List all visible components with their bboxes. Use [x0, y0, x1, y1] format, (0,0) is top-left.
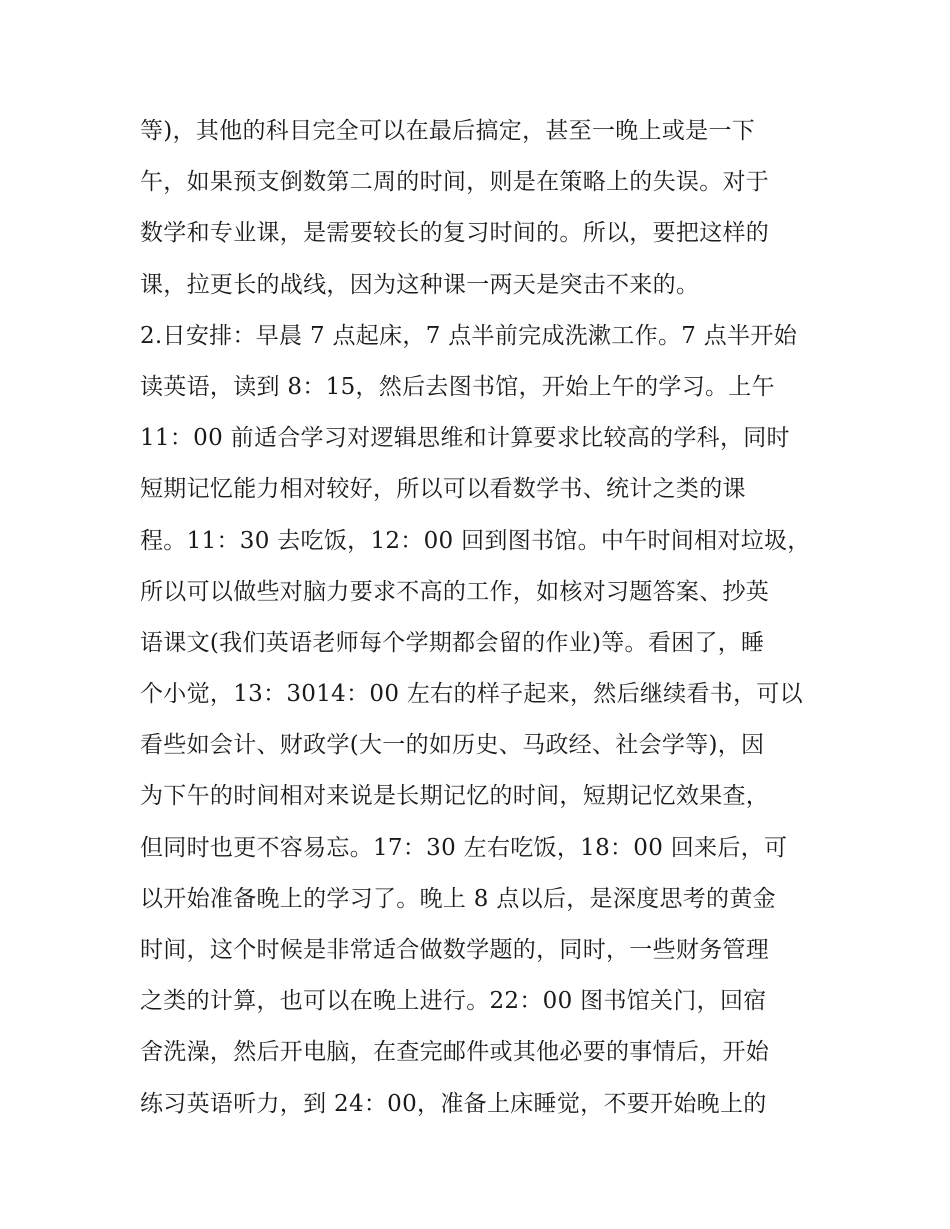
text-line-4: 课，拉更长的战线，因为这种课一两天是突击不来的。	[140, 271, 700, 298]
text-line-13: 看些如会计、财政学(大一的如历史、马政经、社会学等)，因	[140, 732, 765, 759]
text-line-10: 所以可以做些对脑力要求不高的工作，如核对习题答案、抄英	[140, 578, 770, 605]
text-line-11: 语课文(我们英语老师每个学期都会留的作业)等。看困了，睡	[140, 629, 765, 656]
text-line-20: 练习英语听力，到 24：00，准备上床睡觉，不要开始晚上的	[140, 1090, 767, 1117]
text-line-7: 11：00 前适合学习对逻辑思维和计算要求比较高的学科，同时	[140, 425, 790, 452]
text-line-18: 之类的计算，也可以在晚上进行。22：00 图书馆关门，回宿	[140, 988, 767, 1015]
text-line-5: 2.日安排：早晨 7 点起床，7 点半前完成洗漱工作。7 点半开始	[140, 322, 797, 349]
text-line-6: 读英语，读到 8：15，然后去图书馆，开始上午的学习。上午	[140, 373, 775, 400]
text-line-17: 时间，这个时候是非常适合做数学题的，同时，一些财务管理	[140, 937, 770, 963]
text-line-1: 等)，其他的科目完全可以在最后搞定，甚至一晚上或是一下	[140, 118, 756, 144]
text-line-16: 以开始准备晚上的学习了。晚上 8 点以后，是深度思考的黄金	[140, 885, 776, 912]
text-line-3: 数学和专业课，是需要较长的复习时间的。所以，要把这样的	[140, 220, 770, 247]
text-line-12: 个小觉，13：3014：00 左右的样子起来，然后继续看书，可以	[140, 681, 803, 708]
text-line-14: 为下午的时间相对来说是长期记忆的时间，短期记忆效果查，	[140, 783, 770, 810]
body-text	[140, 106, 820, 1130]
text-line-9: 程。11：30 去吃饭，12：00 回到图书馆。中午时间相对垃圾，	[140, 527, 811, 554]
text-line-2: 午，如果预支倒数第二周的时间，则是在策略上的失误。对于	[140, 169, 770, 196]
text-line-8: 短期记忆能力相对较好，所以可以看数学书、统计之类的课	[140, 476, 746, 503]
text-line-15: 但同时也更不容易忘。17：30 左右吃饭，18：00 回来后，可	[140, 834, 788, 861]
text-line-19: 舍洗澡，然后开电脑，在查完邮件或其他必要的事情后，开始	[140, 1039, 770, 1066]
